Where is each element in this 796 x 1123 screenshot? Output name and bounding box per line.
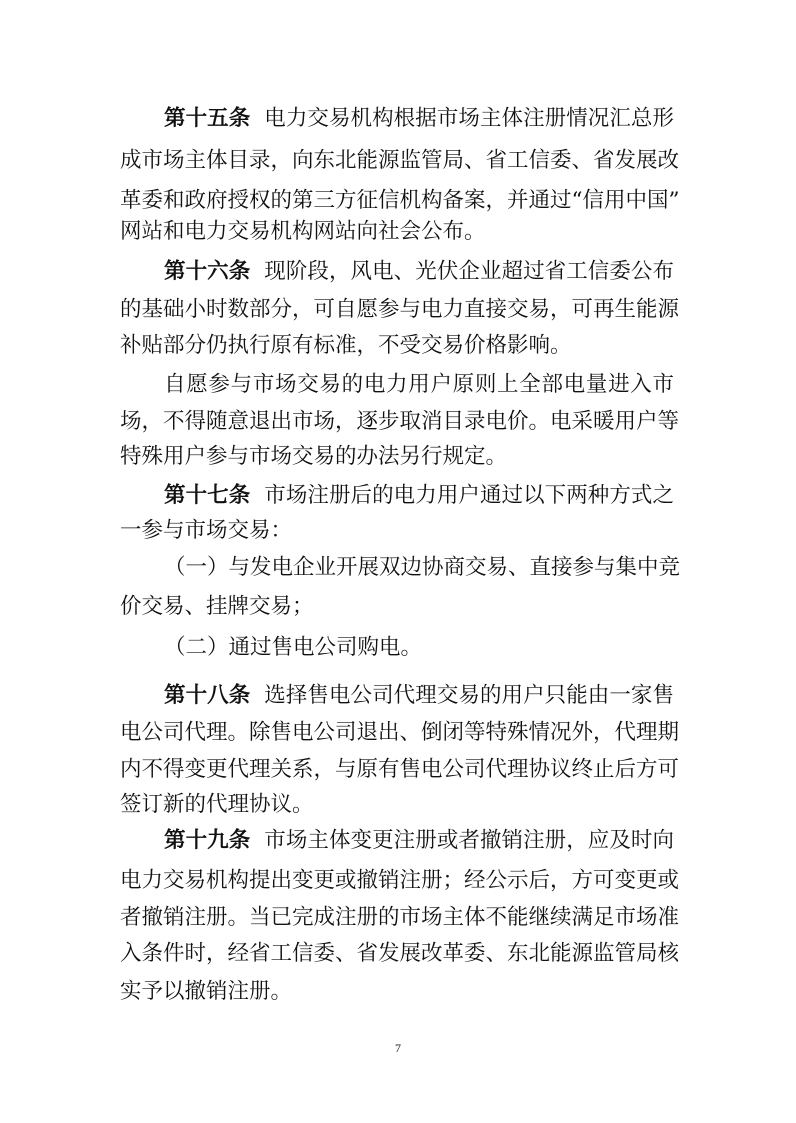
article-19-line-3: 者撤销注册。当已完成注册的市场主体不能继续满足市场准 (120, 905, 680, 930)
article-18-label: 第十八条 (164, 683, 251, 708)
page-number: 7 (395, 1041, 401, 1055)
article-18-line-3: 内不得变更代理关系，与原有售电公司代理协议终止后方可 (120, 757, 680, 782)
article-17-item-1-line-2: 价交易、挂牌交易； (120, 594, 314, 619)
paragraph-voluntary-line-1: 自愿参与市场交易的电力用户原则上全部电量进入市 (164, 372, 674, 397)
article-15-line-4: 网站和电力交易机构网站向社会公布。 (120, 219, 486, 244)
article-19-line-5: 实予以撤销注册。 (120, 979, 293, 1004)
article-15-line-1 (164, 104, 674, 134)
paragraph-voluntary-line-3: 特殊用户参与市场交易的办法另行规定。 (120, 444, 508, 469)
article-19-line-4: 入条件时，经省工信委、省发展改革委、东北能源监管局核 (120, 941, 680, 966)
article-17-line-1 (164, 481, 674, 511)
article-18-line-1 (164, 681, 674, 711)
article-16-text-1: 现阶段，风电、光伏企业超过省工信委公布 (264, 259, 674, 284)
article-17-label: 第十七条 (164, 483, 251, 508)
article-17-line-2: 一参与市场交易： (120, 518, 293, 543)
article-16-label: 第十六条 (164, 259, 251, 284)
article-16-line-1 (164, 257, 674, 287)
article-15-line-3: 革委和政府授权的第三方征信机构备案，并通过“信用中国” (120, 188, 680, 213)
article-17-item-1-line-1: （一）与发电企业开展双边协商交易、直接参与集中竞 (164, 555, 681, 580)
article-19-line-2: 电力交易机构提出变更或撤销注册；经公示后，方可变更或 (120, 868, 680, 893)
article-16-line-2: 的基础小时数部分，可自愿参与电力直接交易，可再生能源 (120, 297, 680, 322)
article-15-label: 第十五条 (164, 106, 251, 131)
article-18-text-1: 选择售电公司代理交易的用户只能由一家售 (264, 683, 674, 708)
article-18-line-4: 签订新的代理协议。 (120, 792, 314, 817)
article-19-label: 第十九条 (164, 828, 251, 853)
article-17-text-1: 市场注册后的电力用户通过以下两种方式之 (264, 483, 674, 508)
article-16-line-3: 补贴部分仍执行原有标准，不受交易价格影响。 (120, 333, 572, 358)
article-17-item-2-line-1: （二）通过售电公司购电。 (164, 635, 423, 660)
paragraph-voluntary-line-2: 场，不得随意退出市场，逐步取消目录电价。电采暖用户等 (120, 409, 680, 434)
article-15-line-2: 成市场主体目录，向东北能源监管局、省工信委、省发展改 (120, 148, 680, 173)
article-19-line-1 (164, 826, 674, 856)
article-19-text-1: 市场主体变更注册或者撤销注册，应及时向 (264, 828, 674, 853)
article-15-text-1: 电力交易机构根据市场主体注册情况汇总形 (264, 106, 674, 131)
article-18-line-2: 电公司代理。除售电公司退出、倒闭等特殊情况外，代理期 (120, 720, 680, 745)
